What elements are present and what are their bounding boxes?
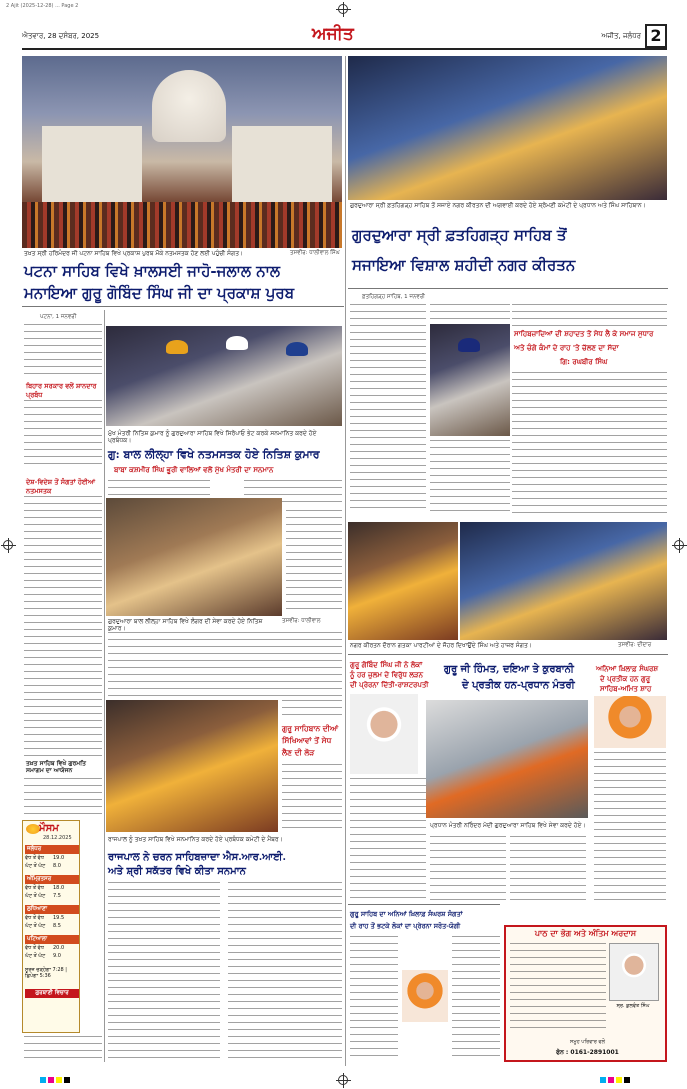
article-body: [430, 836, 506, 902]
langar-seva-photo: [106, 498, 282, 616]
weather-max-row: ਵੱਧ ਤੋਂ ਵੱਧ 19.0: [25, 855, 65, 861]
article-body: [594, 752, 666, 900]
photo-credit: ਤਸਵੀਰ: ਦੀਦਾਰ: [618, 642, 652, 648]
article-body: [350, 778, 426, 898]
headline-nitish: ਗੁ: ਬਾਲ ਲੀਲ੍ਹਾ ਵਿਖੇ ਨਤਮਸਤਕ ਹੋਏ ਨਿਤਿਸ਼ ਕੁਮਾਰ: [108, 448, 320, 461]
article-body: [282, 700, 342, 720]
article-body: [350, 304, 426, 514]
weather-city: ਜਲੰਧਰ: [25, 845, 79, 854]
weather-box: [22, 820, 80, 1033]
yellow-swatch: [616, 1077, 622, 1083]
headline-president-3: ਦੀ ਪ੍ਰੇਰਨਾ ਦਿੱਤੀ-ਰਾਸ਼ਟਰਪਤੀ: [350, 680, 429, 689]
edition-label: ਅਜੀਤ, ਜਲੰਧਰ: [601, 32, 641, 40]
article-body: [228, 882, 342, 1060]
shah-portrait: [594, 696, 666, 748]
photo-caption: ਗੁਰਦੁਆਰਾ ਸ੍ਰੀ ਫ਼ਤਹਿਗੜ੍ਹ ਸਾਹਿਬ ਤੋਂ ਸਜਾਏ ਨਗਰ ਕੀਰਤਨ ਦੀ ਅਗਵਾਈ ਕਰਦੇ ਹੋਏ ਸ਼੍ਰੋਮਣੀ ਕਮੇਟੀ ਦੇ ਪ੍ਰਧਾਨ ਅਤੇ ਸਿੰਘ ਸਾਹਿਬਾਨ।: [350, 202, 646, 209]
pm-seva-photo: [426, 700, 588, 818]
article-body: [108, 632, 342, 696]
masthead: [22, 24, 667, 50]
photo-caption: ਰਾਜਪਾਲ ਨੂੰ ਤਖ਼ਤ ਸਾਹਿਬ ਵਿਖੇ ਸਨਮਾਨਿਤ ਕਰਦੇ ਹੋਏ ਪ੍ਰਬੰਧਕ ਕਮੇਟੀ ਦੇ ਮੈਂਬਰ।: [108, 836, 283, 843]
column-rule: [345, 56, 346, 1066]
closing-line: ਤਖ਼ਤ ਸਾਹਿਬ ਵਿਖੇ ਗੁਰਮਤਿ ਸਮਾਗਮ ਦਾ ਆਯੋਜਨ: [26, 760, 86, 774]
article-body: [282, 764, 342, 834]
nitish-honour-photo: [106, 326, 342, 426]
divider: [348, 904, 500, 905]
article-body: [350, 936, 398, 1060]
registration-mark-icon: [3, 540, 13, 550]
subhead-teachings-3: ਲੈਣ ਦੀ ਲੋੜ: [282, 748, 315, 757]
magenta-swatch: [48, 1077, 54, 1083]
issue-date: ਐਤਵਾਰ, 28 ਦਸੰਬਰ, 2025: [22, 32, 100, 40]
divider: [348, 288, 668, 289]
turban: [166, 340, 188, 354]
column-rule: [104, 310, 105, 1062]
headline-governor-line1: ਰਾਜਪਾਲ ਨੇ ਚਰਨ ਸਾਹਿਬਜ਼ਾਦਾ ਐਸ.ਆਰ.ਆਈ.: [108, 852, 286, 863]
headline-shah-1: ਅਨਿਆਂ ਖ਼ਿਲਾਫ਼ ਸੰਘਰਸ਼: [596, 664, 659, 673]
turban: [458, 338, 480, 352]
subhead-nitish: ਬਾਬਾ ਕਸ਼ਮੀਰ ਸਿੰਘ ਭੂਰੀ ਵਾਲਿਆਂ ਵਲੋਂ ਮੁੱਖ ਮੰਤਰੀ ਦਾ ਸਨਮਾਨ: [114, 466, 274, 474]
tribute-title: ਪਾਠ ਦਾ ਭੋਗ ਅਤੇ ਅੰਤਿਮ ਅਰਦਾਸ: [534, 929, 637, 938]
yellow-swatch: [56, 1077, 62, 1083]
gatka-photo: [348, 522, 458, 640]
weather-city: ਲੁਧਿਆਣਾ: [25, 905, 79, 914]
temple-photo: [22, 56, 342, 248]
dateline: ਪਟਨਾ, 1 ਜਨਵਰੀ: [40, 314, 77, 320]
black-swatch: [64, 1077, 70, 1083]
article-body: [452, 936, 500, 1060]
photo-caption: ਤਖ਼ਤ ਸ੍ਰੀ ਹਰਿਮੰਦਰ ਜੀ ਪਟਨਾ ਸਾਹਿਬ ਵਿਖੇ ਪ੍ਰਕਾਸ਼ ਪੁਰਬ ਮੌਕੇ ਨਤਮਸਤਕ ਹੋਣ ਲਈ ਪਹੁੰਚੀ ਸੰਗਤ।: [24, 250, 244, 257]
dateline: ਫ਼ਤਹਿਗੜ੍ਹ ਸਾਹਿਬ, 1 ਜਨਵਰੀ: [362, 294, 425, 300]
headline-fatehgarh-line1: ਗੁਰਦੁਆਰਾ ਸ੍ਰੀ ਫ਼ਤਹਿਗੜ੍ਹ ਸਾਹਿਬ ਤੋਂ: [352, 226, 567, 244]
headline-shah-2: ਦੇ ਪ੍ਰਤੀਕ ਹਨ ਗੁਰੂ: [600, 674, 651, 683]
photo-credit: ਤਸਵੀਰ: ਧਾਲੀਵਾਲ: [282, 618, 321, 624]
cyan-swatch: [40, 1077, 46, 1083]
print-colour-bar: [0, 1071, 687, 1089]
crowd: [22, 202, 342, 248]
tribute-name: ਸ੍ਰ. ਕੁਲਵੰਤ ਸਿੰਘ: [616, 1003, 650, 1009]
tribute-advertisement: [504, 925, 667, 1062]
photo-caption: ਮੁੱਖ ਮੰਤਰੀ ਨਿਤਿਸ਼ ਕੁਮਾਰ ਨੂੰ ਗੁਰਦੁਆਰਾ ਸਾਹਿਬ ਵਿਖੇ ਸਿਰੋਪਾਓ ਭੇਟ ਕਰਕੇ ਸਨਮਾਨਿਤ ਕਰਦੇ ਹੋਏ ਪ੍ਰਬੰਧਕ।: [108, 430, 317, 444]
article-body: [108, 882, 220, 1060]
headline-governor-line2: ਅਤੇ ਸ਼੍ਰੀ ਸਕੱਤਰ ਵਿਖੇ ਕੀਤਾ ਸਨਮਾਨ: [108, 866, 246, 877]
headline-pm-2: ਦੇ ਪ੍ਰਤੀਕ ਹਨ-ਪ੍ਰਧਾਨ ਮੰਤਰੀ: [462, 680, 575, 691]
subhead-devotees: ਦੇਸ਼-ਵਿਦੇਸ਼ ਤੋਂ ਸੰਗਤਾਂ ਹੋਈਆਂ ਨਤਮਸਤਕ: [26, 478, 96, 495]
cyan-swatch: [600, 1077, 606, 1083]
weather-max-row: ਵੱਧ ਤੋਂ ਵੱਧ 20.0: [25, 945, 65, 951]
article-body: [510, 836, 586, 902]
newspaper-title: ਅਜੀਤ: [312, 24, 354, 44]
weather-date: 28.12.2025: [43, 835, 72, 841]
article-body: [430, 304, 510, 320]
article-body: [512, 304, 667, 326]
subhead-arrangements: ਬਿਹਾਰ ਸਰਕਾਰ ਵਲੋਂ ਸ਼ਾਨਦਾਰ ਪ੍ਰਬੰਧ: [26, 382, 97, 399]
headline-patna-line1: ਪਟਨਾ ਸਾਹਿਬ ਵਿਖੇ ਖ਼ਾਲਸਈ ਜਾਹੋ-ਜਲਾਲ ਨਾਲ: [24, 262, 281, 280]
tribute-phone: ਫੋਨ : 0161-2891001: [556, 1049, 619, 1056]
headline-yogi-1: ਗੁਰੂ ਸਾਹਿਬ ਦਾ ਅਨਿਆਂ ਖ਼ਿਲਾਫ਼ ਸੰਘਰਸ਼ ਸੰਗਤਾਂ: [350, 910, 463, 918]
yogi-portrait: [402, 970, 448, 1022]
headline-pm-1: ਗੁਰੂ ਜੀ ਹਿੰਮਤ, ਦਇਆ ਤੇ ਕੁਰਬਾਨੀ: [444, 664, 574, 675]
article-body: [24, 324, 102, 380]
print-slug-text: 2 Ajit (2025-12-28) ... Page 2: [6, 3, 79, 9]
photo-caption: ਗੁਰਦੁਆਰਾ ਬਾਲ ਲੀਲ੍ਹਾ ਸਾਹਿਬ ਵਿਖੇ ਲੰਗਰ ਦੀ ਸੇਵਾ ਕਰਦੇ ਹੋਏ ਨਿਤਿਸ਼ ਕੁਮਾਰ।: [108, 618, 263, 632]
governor-honour-photo: [106, 700, 278, 832]
registration-mark-icon: [338, 4, 348, 14]
weather-title: ਮੌਸਮ: [39, 823, 59, 834]
weather-city: ਪਟਿਆਲਾ: [25, 935, 79, 944]
procession-photo: [460, 522, 667, 640]
headline-president-2: ਨੂੰ ਹਰ ਜ਼ੁਲਮ ਦੇ ਵਿਰੁੱਧ ਲੜਨ: [350, 670, 423, 679]
subhead-teachings-2: ਸਿੱਖਿਆਵਾਂ ਤੋਂ ਸੇਧ: [282, 736, 332, 745]
tribute-portrait: [609, 943, 659, 1001]
photo-credit: ਤਸਵੀਰ: ਧਾਲੀਵਾਲ ਸਿੰਘ: [290, 250, 340, 256]
headline-patna-line2: ਮਨਾਇਆ ਗੁਰੂ ਗੋਬਿੰਦ ਸਿੰਘ ਜੀ ਦਾ ਪ੍ਰਕਾਸ਼ ਪੁਰਬ: [24, 284, 295, 302]
temple-wing-right: [232, 126, 332, 206]
divider: [22, 306, 344, 307]
weather-min-row: ਘੱਟ ਤੋਂ ਘੱਟ 8.0: [25, 863, 61, 869]
headline-fatehgarh-line2: ਸਜਾਇਆ ਵਿਸ਼ਾਲ ਸ਼ਹੀਦੀ ਨਗਰ ਕੀਰਤਨ: [352, 256, 576, 274]
nagar-kirtan-leaders-photo: [348, 56, 667, 200]
side-headline-2: ਅਤੇ ਚੰਗੇ ਕੰਮਾਂ ਦੇ ਰਾਹ 'ਤੇ ਚੱਲਣ ਦਾ ਸੱਦਾ: [514, 344, 619, 352]
photo-caption: ਨਗਰ ਕੀਰਤਨ ਦੌਰਾਨ ਗਤਕਾ ਪਾਰਟੀਆਂ ਦੇ ਜੌਹਰ ਦਿਖਾਉਂਦੇ ਸਿੰਘ ਅਤੇ ਹਾਜ਼ਰ ਸੰਗਤ।: [350, 642, 532, 649]
turban: [286, 342, 308, 356]
article-body: [24, 778, 102, 814]
page-number: 2: [645, 24, 667, 48]
article-body: [512, 372, 667, 514]
gurbani-title: ਗੁਰਬਾਣੀ ਵਿਚਾਰ: [25, 989, 79, 998]
tribute-body: [510, 943, 606, 1033]
temple-dome: [152, 70, 226, 142]
side-headline-1: ਸਾਹਿਬਜ਼ਾਦਿਆਂ ਦੀ ਸ਼ਹਾਦਤ ਤੋਂ ਸੇਧ ਲੈ ਕੇ ਸਮਾਜ ਸੁਧਾਰ: [514, 330, 654, 338]
speaker-photo: [430, 324, 510, 436]
divider: [348, 654, 668, 655]
president-portrait: [350, 694, 418, 774]
weather-min-row: ਘੱਟ ਤੋਂ ਘੱਟ 9.0: [25, 953, 61, 959]
weather-max-row: ਵੱਧ ਤੋਂ ਵੱਧ 19.5: [25, 915, 65, 921]
article-body: [24, 496, 102, 756]
turban: [226, 336, 248, 350]
article-body: [24, 1036, 102, 1064]
photo-caption: ਪ੍ਰਧਾਨ ਮੰਤਰੀ ਨਰਿੰਦਰ ਮੋਦੀ ਗੁਰਦੁਆਰਾ ਸਾਹਿਬ ਵਿਖੇ ਸੇਵਾ ਕਰਦੇ ਹੋਏ।: [430, 822, 586, 829]
side-subhead: ਗਿ: ਰਘਬੀਰ ਸਿੰਘ: [560, 358, 608, 366]
registration-mark-icon: [674, 540, 684, 550]
sun-icon: [26, 824, 40, 834]
tribute-family: ਸਮੂਹ ਪਰਿਵਾਰ ਵਲੋਂ: [570, 1039, 605, 1045]
headline-yogi-2: ਦੀ ਰਾਹ ਤੋਂ ਭਟਕੇ ਲੋਕਾਂ ਦਾ ਪ੍ਰੇਰਨਾ ਸਰੋਤ-ਯੋਗੀ: [350, 922, 461, 930]
weather-city: ਅੰਮ੍ਰਿਤਸਰ: [25, 875, 79, 884]
article-body: [286, 510, 342, 614]
headline-president-1: ਗੁਰੂ ਗੋਬਿੰਦ ਸਿੰਘ ਜੀ ਨੇ ਲੋਕਾਂ: [350, 660, 423, 669]
article-body: [24, 400, 102, 470]
weather-min-row: ਘੱਟ ਤੋਂ ਘੱਟ 7.5: [25, 893, 61, 899]
headline-shah-3: ਸਾਹਿਬ-ਅਮਿਤ ਸ਼ਾਹ: [600, 684, 652, 693]
magenta-swatch: [608, 1077, 614, 1083]
weather-max-row: ਵੱਧ ਤੋਂ ਵੱਧ 18.0: [25, 885, 65, 891]
black-swatch: [624, 1077, 630, 1083]
article-body: [430, 440, 510, 514]
weather-min-row: ਘੱਟ ਤੋਂ ਘੱਟ 8.5: [25, 923, 61, 929]
temple-wing-left: [42, 126, 142, 206]
sun-times: ਸੂਰਜ ਚੜ੍ਹੇਗਾ 7:28 | ਛਿਪੇਗਾ 5:36: [25, 967, 67, 979]
subhead-teachings-1: ਗੁਰੂ ਸਾਹਿਬਾਨ ਦੀਆਂ: [282, 724, 339, 733]
